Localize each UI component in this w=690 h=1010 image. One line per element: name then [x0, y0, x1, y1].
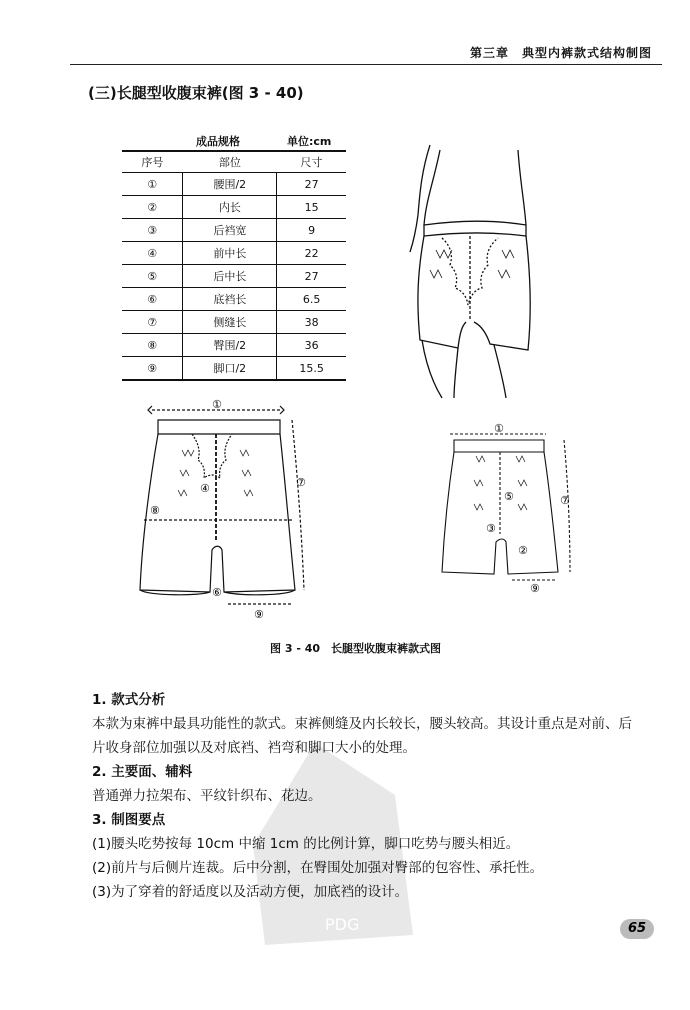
list-item: (1)腰头吃势按每 10cm 中缩 1cm 的比例计算，脚口吃势与腰头相近。 — [92, 836, 520, 852]
table-row — [122, 265, 346, 288]
table-cell: 前中长 — [183, 242, 277, 265]
table-row — [122, 357, 346, 381]
leg-right-outline — [494, 345, 506, 398]
back-label-2: ② — [518, 544, 528, 557]
front-waistband — [158, 420, 280, 434]
table-cell: ⑧ — [147, 338, 158, 352]
table-cell: 脚口/2 — [183, 357, 277, 381]
table-row — [122, 311, 346, 334]
torso-right-outline — [518, 150, 526, 225]
table-cell: 底裆长 — [183, 288, 277, 311]
list-item: (2)前片与后侧片连裁。后中分割，在臀围处加强对臀部的包容性、承托性。 — [92, 860, 544, 876]
front-label-7: ⑦ — [296, 476, 306, 489]
back-label-9: ⑨ — [530, 582, 540, 595]
leg-left-outline — [422, 340, 442, 398]
table-cell: 9 — [308, 223, 316, 237]
running-header: 第三章 典型内裤款式结构制图 — [469, 46, 652, 60]
back-waistband — [454, 440, 544, 452]
page-number: 65 — [620, 919, 654, 939]
table-cell: ② — [147, 200, 158, 214]
table-cell: 后裆宽 — [183, 219, 277, 242]
table-cell: 15 — [304, 200, 319, 214]
front-label-8: ⑧ — [150, 504, 160, 517]
table-row — [122, 219, 346, 242]
list-item: (3)为了穿着的舒适度以及活动方便，加底裆的设计。 — [92, 884, 409, 900]
table-row — [122, 288, 346, 311]
table-cell: 后中长 — [183, 265, 277, 288]
table-cell: ④ — [147, 246, 158, 260]
table-cell: 15.5 — [299, 361, 324, 375]
front-body-outline — [140, 434, 295, 592]
front-view-drawing — [120, 400, 340, 625]
side-seam-measure-line — [292, 420, 304, 590]
body-text — [92, 688, 652, 904]
table-row — [122, 173, 346, 196]
table-cell: 内长 — [183, 196, 277, 219]
leg-inner-outline — [454, 348, 458, 398]
heading-drafting-points: 3. 制图要点 — [92, 812, 166, 828]
table-cell: 侧缝长 — [183, 311, 277, 334]
zigzag-stitching — [430, 250, 514, 278]
figure-caption: 图 3 - 40 长腿型收腹束裤款式图 — [270, 642, 442, 655]
spec-table — [122, 150, 346, 381]
back-label-1: ① — [494, 422, 504, 435]
model-illustration — [400, 140, 560, 400]
back-view-drawing — [430, 422, 580, 594]
back-label-7: ⑦ — [560, 494, 570, 507]
table-caption: 成品规格 — [196, 135, 240, 148]
garment-left-leg — [418, 236, 466, 348]
front-label-1: ① — [212, 398, 222, 411]
garment-right-leg — [474, 236, 530, 350]
table-cell: 腰围/2 — [183, 173, 277, 196]
table-cell: ③ — [147, 223, 158, 237]
paragraph-line: 普通弹力拉架布、平纹针织布、花边。 — [92, 788, 322, 804]
back-label-5: ⑤ — [504, 490, 514, 503]
front-label-6: ⑥ — [212, 586, 222, 599]
table-cell: ① — [147, 177, 158, 191]
table-cell: 27 — [304, 269, 319, 283]
table-unit: 单位:cm — [287, 135, 332, 148]
back-label-3: ③ — [486, 522, 496, 535]
watermark-text: PDG — [325, 915, 360, 934]
table-cell: 36 — [304, 338, 319, 352]
table-cell: 22 — [304, 246, 319, 260]
table-cell: ⑨ — [147, 361, 158, 375]
paragraph-line: 片收身部位加强以及对底裆、裆弯和脚口大小的处理。 — [92, 740, 416, 756]
paragraph-line: 本款为束裤中最具功能性的款式。束裤侧缝及内长较长，腰头较高。其设计重点是对前、后 — [92, 716, 632, 732]
table-cell: 38 — [304, 315, 319, 329]
section-title: (三)长腿型收腹束裤(图 3 - 40) — [88, 84, 304, 102]
table-row — [122, 242, 346, 265]
front-label-4: ④ — [200, 482, 210, 495]
heading-materials: 2. 主要面、辅料 — [92, 764, 193, 780]
table-cell: 6.5 — [302, 292, 321, 306]
garment-waistband — [424, 221, 526, 236]
table-cell: 27 — [304, 177, 319, 191]
column-header: 尺寸 — [277, 151, 346, 173]
column-header: 序号 — [122, 151, 183, 173]
table-cell: ⑦ — [147, 315, 158, 329]
table-cell: ⑤ — [147, 269, 158, 283]
table-header-row — [122, 151, 346, 173]
torso-left-outline — [424, 150, 440, 225]
column-header: 部位 — [183, 151, 277, 173]
front-lace-panel — [192, 434, 232, 478]
table-cell: 臀围/2 — [183, 334, 277, 357]
header-rule — [70, 64, 662, 65]
table-cell: ⑥ — [147, 292, 158, 306]
table-row — [122, 196, 346, 219]
front-label-9: ⑨ — [254, 608, 264, 621]
table-row — [122, 334, 346, 357]
heading-style-analysis: 1. 款式分析 — [92, 692, 166, 708]
